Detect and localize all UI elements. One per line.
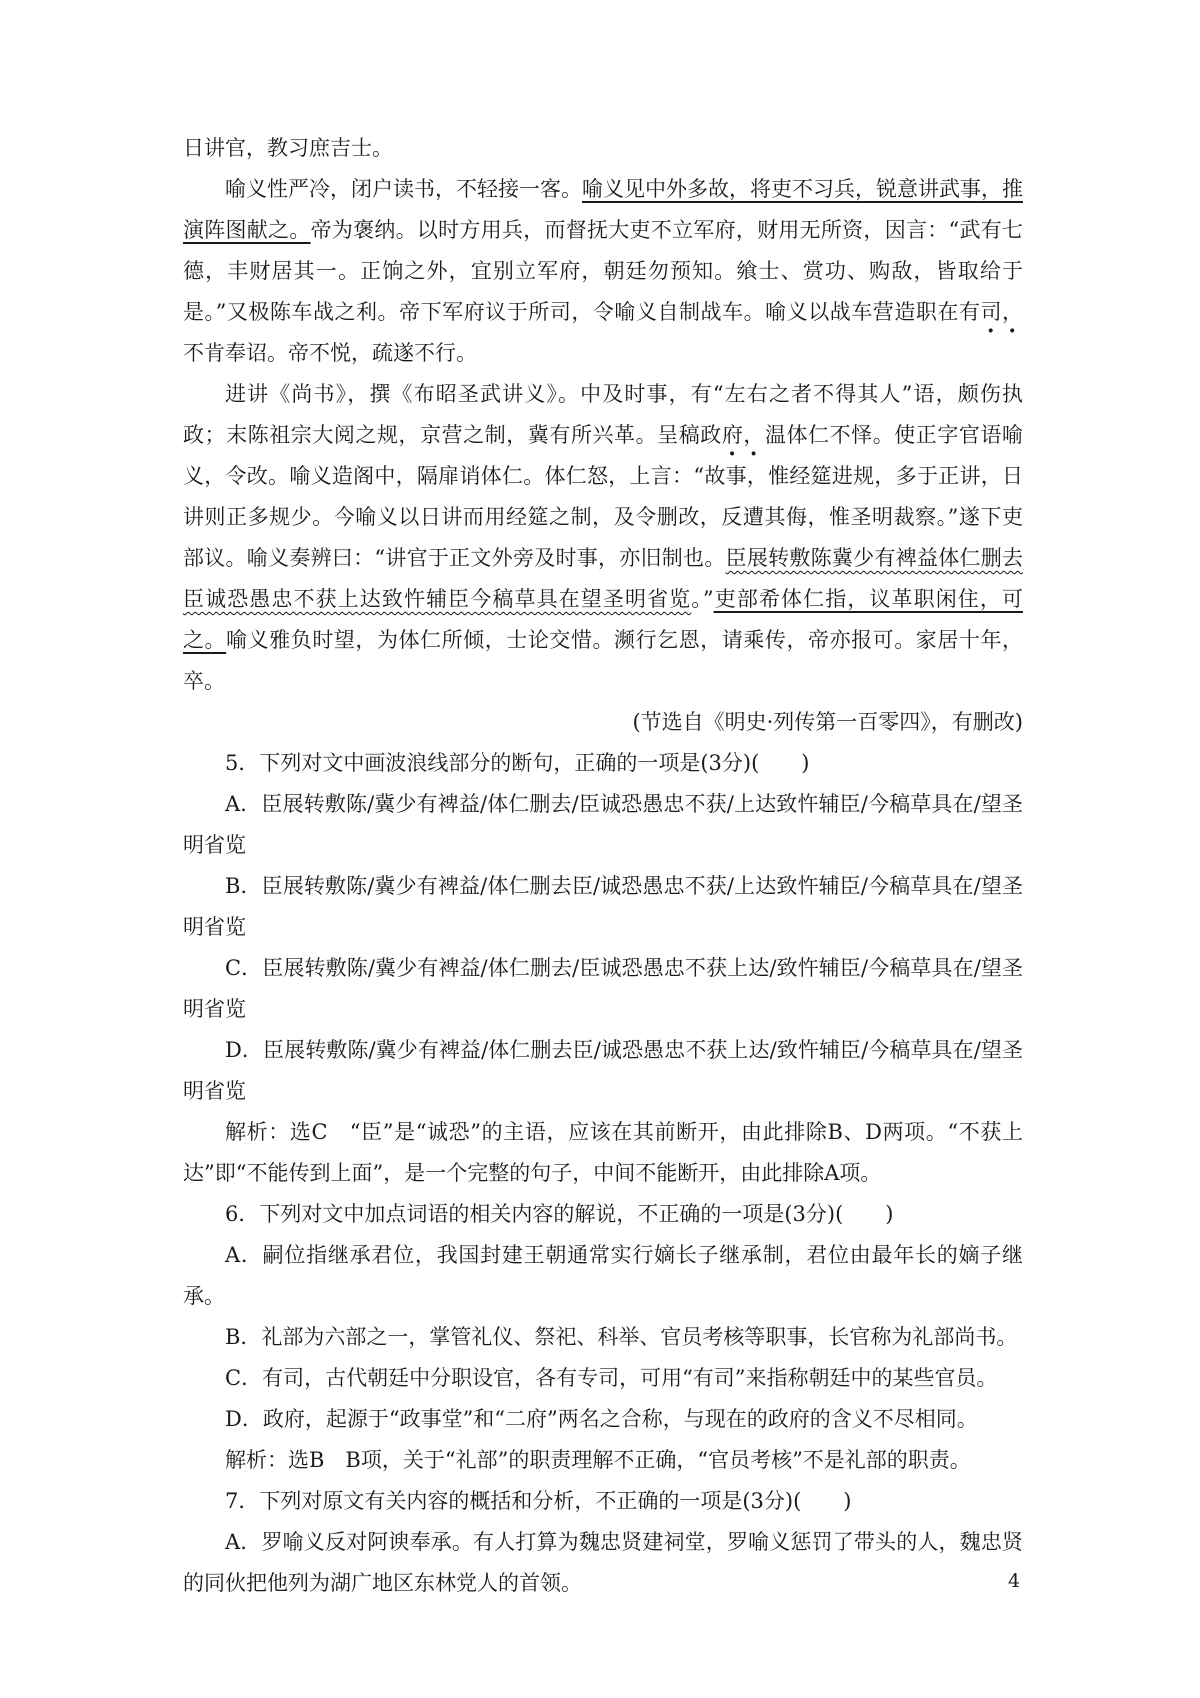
question-5-option-c: C．臣展转敷陈/冀少有裨益/体仁删去/臣诚恐愚忠不获上达/致忤辅臣/今稿草具在/望圣明省览 [183,956,1023,1021]
document-page [183,128,1023,1604]
passage-text: 喻义性严冷，闭户读书，不轻接一客。 [225,177,582,201]
dotted-word-char: 政 [700,423,722,447]
question-7-stem: 7．下列对原文有关内容的概括和分析，不正确的一项是(3分)( ) [225,1489,852,1513]
underlined-sentence: 吏部希体仁指，议革职闲住，可之。 [183,587,1024,652]
dotted-word-char: 司 [980,300,1003,324]
passage-text: ，不肯奉诏。帝不悦，疏遂不行。 [183,300,1024,365]
question-6-stem: 6．下列对文中加点词语的相关内容的解说，不正确的一项是(3分)( ) [225,1202,894,1226]
question-6-option-c: C．有司，古代朝廷中分职设官，各有专司，可用“有司”来指称朝廷中的某些官员。 [225,1366,998,1390]
question-5-stem: 5．下列对文中画波浪线部分的断句，正确的一项是(3分)( ) [225,751,810,775]
source-citation: (节选自《明史·列传第一百零四》，有删改) [632,710,1023,734]
question-7-option-a: A．罗喻义反对阿谀奉承。有人打算为魏忠贤建祠堂，罗喻义惩罚了带头的人，魏忠贤的同伙把他列为湖广地区东林党人的首领。 [183,1530,1023,1595]
question-6-analysis: 解析：选B B项，关于“礼部”的职责理解不正确，“官员考核”不是礼部的职责。 [225,1448,971,1472]
page-number: 4 [1008,1570,1021,1592]
passage-paragraph-2 [183,374,1023,702]
question-5-option-a: A．臣展转敷陈/冀少有裨益/体仁删去/臣诚恐愚忠不获/上达致忤辅臣/今稿草具在/望圣明省览 [183,792,1023,857]
question-5-analysis: 解析：选C “臣”是“诚恐”的主语，应该在其前断开，由此排除B、D两项。“不获上达”即“不能传到上面”，是一个完整的句子，中间不能断开，由此排除A项。 [183,1120,1023,1185]
passage-paragraph-1 [183,169,1023,374]
question-6-option-d: D．政府，起源于“政事堂”和“二府”两名之合称，与现在的政府的含义不尽相同。 [225,1407,978,1431]
question-6-option-a: A．嗣位指继承君位，我国封建王朝通常实行嫡长子继承制，君位由最年长的嫡子继承。 [183,1243,1023,1308]
passage-text: 帝为褒纳。以时方用兵，而督抚大吏不立军府，财用无所资，因言：“武有七德，丰财居其一。正饷之外，宜别立军府，朝廷勿预知。飨士、赏功、购敌，皆取给于是。”又极陈车战之利。帝下军府议于所司，令喻义自制战车。喻义以战车营造职在 [183,218,1024,324]
dotted-word-char: 有 [958,300,981,324]
question-5-option-d: D．臣展转敷陈/冀少有裨益/体仁删去臣/诚恐愚忠不获上达/致忤辅臣/今稿草具在/望圣明省览 [183,1038,1023,1103]
passage-text: 日讲官，教习庶吉士。 [183,136,393,160]
passage-text: 喻义雅负时望，为体仁所倾，士论交惜。濒行乞恩，请乘传，帝亦报可。家居十年，卒。 [183,628,1024,693]
passage-text: 进讲《尚书》，撰《布昭圣武讲义》。中及时事，有“左右之者不得其人”语，颇伤执政；末陈祖宗大阅之规，京营之制，冀有所兴革。呈稿 [183,382,1023,447]
passage-paragraph-0 [183,128,1023,169]
passage-text: 。” [691,587,714,611]
question-5-option-b: B．臣展转敷陈/冀少有裨益/体仁删去臣/诚恐愚忠不获/上达致忤辅臣/今稿草具在/望圣明省览 [183,874,1023,939]
underlined-sentence: 喻义见中外多故，将吏不习兵，锐意讲武事，推演阵图献之。 [183,177,1023,242]
wavy-underlined-sentence: 臣展转敷陈冀少有裨益体仁删去臣诚恐愚忠不获上达致忤辅臣今稿草具在望圣明省览 [183,546,1023,611]
passage-text: ，温体仁不怿。使正字官语喻义，令改。喻义造阁中，隔扉诮体仁。体仁怒，上言：“故事，惟经筵进规，多于正讲，日讲则正多规少。今喻义以日讲而用经筵之制，及令删改，反遭其侮，惟圣明裁察。”遂下吏部议。喻义奏辨曰：“讲官于正文外旁及时事，亦旧制也。 [183,423,1024,570]
dotted-word-char: 府 [721,423,744,447]
question-6-option-b: B．礼部为六部之一，掌管礼仪、祭祀、科举、官员考核等职事，长官称为礼部尚书。 [225,1325,1018,1349]
